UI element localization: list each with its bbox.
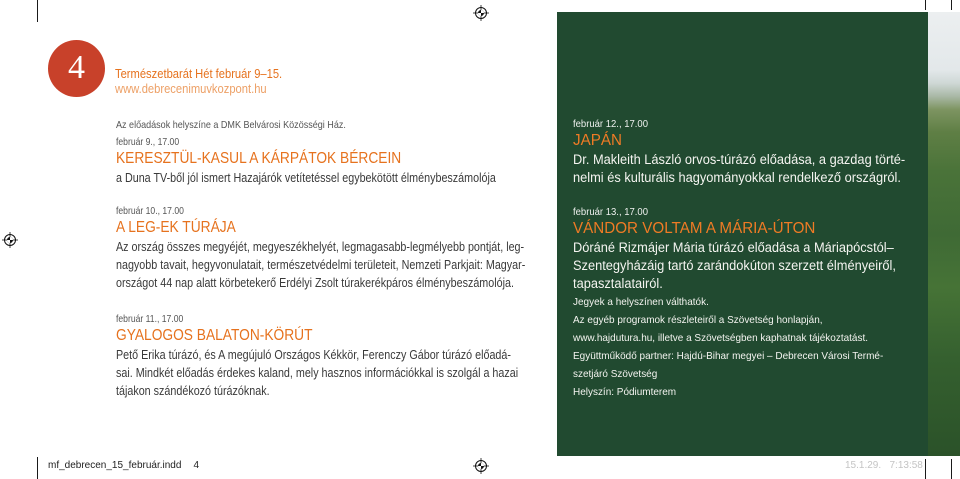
event-description-line: a Duna TV-ből jól ismert Hazajárók vetítetéssel egybekötött élménybeszámolója [116,171,496,185]
event-title: GYALOGOS BALATON-KÖRÚT [116,327,313,344]
event-date: február 10., 17.00 [116,206,184,217]
crop-mark-top-right [925,0,926,10]
event-title: KERESZTÜL-KASUL A KÁRPÁTOK BÉRCEIN [116,150,402,167]
event-header [115,66,415,96]
event-title: JAPÁN [573,132,622,149]
page-number: 4 [68,49,85,86]
event-date: február 13., 17.00 [573,207,649,218]
registration-mark-icon [473,5,489,21]
practical-info-block [573,293,918,401]
event-description-line: országot 44 nap alatt körbetekerő Erdélyi Zsolt túrakerékpáros élménybeszámolója. [116,276,514,290]
event-description-line: nelmi és kulturális hagyományokkal rendelkező országról. [573,170,901,185]
crop-mark-top-left [37,0,38,22]
event-description-line: Dr. Makleith László orvos-túrázó előadása, a gazdag törté- [573,152,906,167]
file-name: mf_debrecen_15_február.indd [48,460,182,471]
partner-info: szetjáró Szövetség [573,368,658,380]
event-description-line: tájakon szándékozó túrázóknak. [116,384,270,398]
event-description-line: Szentegyházáig tartó zarándokúton szerzett élményeiről, [573,258,896,273]
event-title: A LEG-EK TÚRÁJA [116,219,236,236]
ticket-info: Jegyek a helyszínen válthatók. [573,296,709,308]
registration-mark-icon [2,232,18,248]
file-slug [48,460,199,472]
venue-note-block [116,118,556,132]
file-page-number: 4 [193,460,199,471]
event-title: VÁNDOR VOLTAM A MÁRIA-ÚTON [573,220,816,237]
print-timestamp: 15.1.29. 7:13:58 [845,460,923,471]
venue-info: Helyszín: Pódiumterem [573,386,677,398]
venue-note: Az előadások helyszíne a DMK Belvárosi Közösségi Ház. [116,119,346,131]
info-line: Az egyéb programok részleteiről a Szövetség honlapján, [573,314,823,326]
crop-mark-top-right-outer [951,0,952,10]
event-description-line: Pető Erika túrázó, és A megújuló Országos Kékkör, Ferenczy Gábor túrázó előadá- [116,348,511,362]
crop-mark-bottom-right [925,459,926,479]
website-url: www.debrecenimuvkozpont.hu [115,81,267,96]
event-description-line: sai. Mindkét előadás érdekes kaland, mely hasznos információkkal is szolgál a hazai [116,366,519,380]
event-block [116,312,556,400]
event-description-line: Az ország összes megyéjét, megyeszékhelyét, legmagasabb-legmélyebb pontját, leg- [116,240,525,254]
event-series-title: Természetbarát Hét február 9–15. [115,66,283,81]
event-description-line: tapasztalatairól. [573,276,663,291]
registration-mark-icon [473,458,489,474]
event-description-line: nagyobb tavait, hegyvonulatait, természetvédelmi területeit, Nemzeti Parkjait: Magyar- [116,258,526,272]
event-block [116,204,556,292]
event-block [573,117,918,187]
info-line: www.hajdutura.hu, illetve a Szövetségben kaphatnak tájékoztatást. [573,332,869,344]
event-date: február 12., 17.00 [573,119,649,130]
crop-mark-bottom-left [37,457,38,479]
event-block [116,135,556,187]
event-date: február 9., 17.00 [116,137,180,148]
partner-info: Együttműködő partner: Hajdú-Bihar megyei – Debrecen Városi Termé- [573,350,884,362]
page-number-badge [48,40,105,97]
event-date: február 11., 17.00 [116,314,184,325]
event-block [573,205,918,293]
landscape-photo-strip [928,12,960,456]
event-description-line: Dóráné Rizmájer Mária túrázó előadása a Máriapócstól– [573,240,894,255]
crop-mark-bottom-right-outer [951,459,952,479]
